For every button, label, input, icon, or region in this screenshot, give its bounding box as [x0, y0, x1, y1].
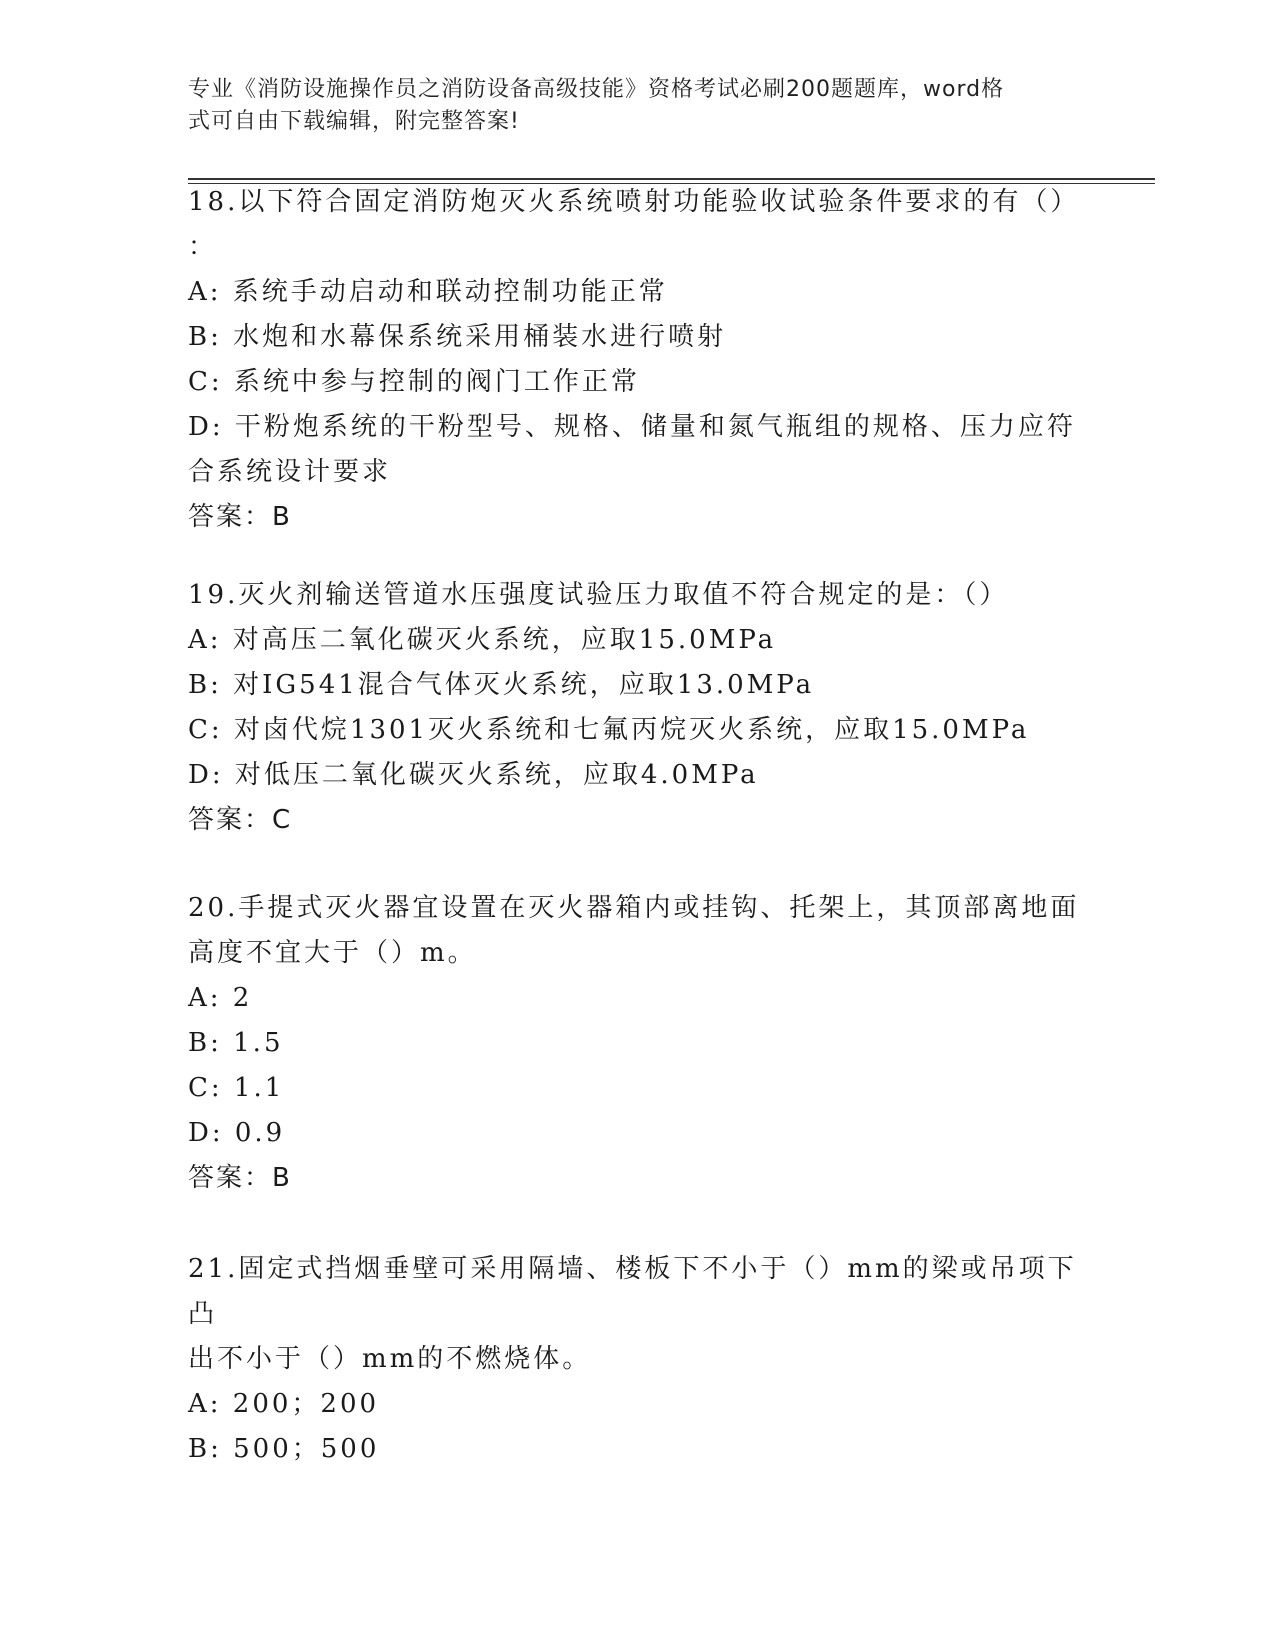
header-line-2: 式可自由下载编辑，附完整答案!	[188, 109, 520, 134]
question-20	[188, 886, 1088, 1201]
option-d: D: 干粉炮系统的干粉型号、规格、储量和氮气瓶组的规格、压力应符	[188, 412, 1076, 442]
answer-label: 答案：B	[188, 1163, 292, 1193]
question-stem: 19.灭火剂输送管道水压强度试验压力取值不符合规定的是：（）	[188, 580, 1009, 610]
option-b: B: 对IG541混合气体灭火系统，应取13.0MPa	[188, 670, 815, 700]
answer-label: 答案：C	[188, 805, 293, 835]
option-a: A: 2	[188, 983, 253, 1013]
question-stem: 18.以下符合固定消防炮灭火系统喷射功能验收试验条件要求的有（）	[188, 187, 1080, 217]
question-stem-continued: 出不小于（）mm的不燃烧体。	[188, 1344, 592, 1374]
question-19	[188, 573, 1088, 843]
option-c: C: 系统中参与控制的阀门工作正常	[188, 367, 640, 397]
question-stem: 21.固定式挡烟垂壁可采用隔墙、楼板下不小于（）mm的梁或吊项下凸	[188, 1254, 1077, 1329]
question-stem-continued: 高度不宜大于（）m。	[188, 938, 477, 968]
option-a: A: 对高压二氧化碳灭火系统，应取15.0MPa	[188, 625, 777, 655]
option-c: C: 1.1	[188, 1073, 285, 1103]
question-21	[188, 1247, 1088, 1472]
option-b: B: 1.5	[188, 1028, 284, 1058]
question-stem-continued: ：	[188, 232, 218, 262]
question-stem: 20.手提式灭火器宜设置在灭火器箱内或挂钩、托架上，其顶部离地面	[188, 893, 1080, 923]
option-b: B: 水炮和水幕保系统采用桶装水进行喷射	[188, 322, 727, 352]
option-d: D: 对低压二氧化碳灭火系统，应取4.0MPa	[188, 760, 759, 790]
option-a: A: 200；200	[188, 1389, 380, 1419]
header-line-1: 专业《消防设施操作员之消防设备高级技能》资格考试必刷200题题库，word格	[188, 77, 1005, 102]
option-c: C: 对卤代烷1301灭火系统和七氟丙烷灭火系统，应取15.0MPa	[188, 715, 1030, 745]
option-b: B: 500；500	[188, 1434, 380, 1464]
answer-label: 答案：B	[188, 502, 292, 532]
option-d-continued: 合系统设计要求	[188, 457, 392, 487]
option-d: D: 0.9	[188, 1118, 286, 1148]
question-18	[188, 180, 1088, 540]
document-header	[188, 74, 1078, 138]
option-a: A: 系统手动启动和联动控制功能正常	[188, 277, 668, 307]
